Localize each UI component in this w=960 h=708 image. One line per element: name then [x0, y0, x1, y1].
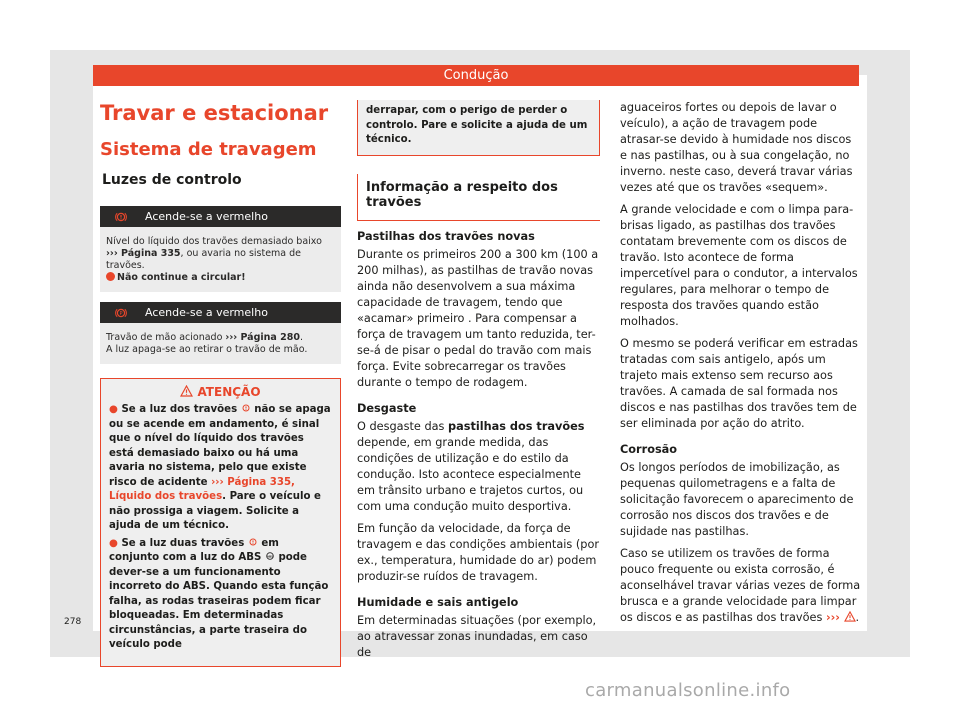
page-reference-link[interactable]: ››› Página 280	[225, 332, 300, 343]
svg-text:P: P	[119, 310, 123, 317]
paragraph: A grande velocidade e com o limpa para-brisas ligado, as pastilhas dos travões contatam brevemente com os discos de travão. Isto acontece de forma impercetível para o condutor, a intervalos regulares, para melhorar o tempo de resposta dos travões quando estão molhados.	[620, 203, 858, 328]
warning-text: ● Se a luz dos travões não se apaga ou se acende em andamento, é sinal que o nível do líquido dos travões está demasiado baixo ou há uma avaria no sistema, pelo que existe risco de acidente ››› Página 335, Líquido dos travões. Pare o veículo e não prossiga a viagem. Solicite a ajuda de um técnico. ● Se a luz duas travões em conjunto com a luz do ABS ABS pode dever-se a um funcionamento incorreto do ABS. Quando esta função falha, as rodas traseiras podem ficar bloqueadas. Em determinadas circunstâncias, a parte traseira do veículo pode	[109, 404, 331, 650]
body-text	[620, 100, 861, 626]
subsection-title: Sistema de travagem	[100, 139, 317, 160]
warning-header: ATENÇÃO	[109, 385, 332, 399]
body-text	[357, 229, 600, 661]
lamp-description: Nível do líquido dos travões demasiado baixo ››› Página 335, ou avaria no sistema de travões. Não continue a circular!	[100, 227, 341, 292]
paragraph-heading: Desgaste	[357, 401, 417, 415]
info-section-title: Informação a respeito dos travões	[357, 174, 600, 221]
paragraph: Em determinadas situações (por exemplo, ao atravessar zonas inundadas, em caso de	[357, 613, 597, 659]
paragraph: Durante os primeiros 200 a 300 km (100 a 200 milhas), as pastilhas de travão novas ainda não desenvolvem a sua máxima capacidade de travagem, tendo que «acamar» primeiro . Para compensar a força de travagem um tanto reduzida, ter-se-á de pisar o pedal do travão com mais força. Evite sobrecarregar os travões durante o tempo de rodagem.	[357, 247, 599, 389]
chapter-header: Condução	[93, 65, 859, 86]
stop-icon	[106, 272, 115, 281]
brake-warning-icon	[241, 403, 251, 413]
paragraph: Em função da velocidade, da força de travagem e das condições ambientais (por ex., temperatura, humidade do ar) podem produzir-se ruídos de travagem.	[357, 521, 600, 583]
lamp-bar-brake-fluid	[100, 206, 341, 227]
brake-warning-icon	[115, 211, 127, 223]
warning-triangle-icon	[844, 611, 856, 622]
lamp-label: Acende-se a vermelho	[145, 306, 268, 319]
section-title: Travar e estacionar	[100, 101, 329, 125]
column-left	[100, 100, 341, 667]
svg-text:ABS: ABS	[266, 554, 274, 559]
column-right	[620, 100, 861, 632]
paragraph-heading: Corrosão	[620, 443, 678, 456]
warning-triangle-icon	[180, 385, 193, 397]
page-reference-link[interactable]: ››› Página 335	[106, 248, 181, 259]
topic-title: Luzes de controlo	[102, 172, 242, 188]
column-middle	[357, 100, 600, 667]
warning-box	[100, 378, 341, 667]
paragraph: Os longos períodos de imobilização, as pequenas quilometragens e a falta de solicitação favorecem o aparecimento de corrosão nos discos dos travões e de sujidade nas pastilhas.	[620, 461, 854, 538]
paragraph: aguaceiros fortes ou depois de lavar o veículo), a ação de travagem pode atrasar-se devido à humidade nos discos e nas pastilhas, ou à sua congelação, no inverno. neste caso, deverá travar várias vezes até que os travões «sequem».	[620, 101, 853, 194]
watermark: carmanualsonline.info	[585, 680, 791, 701]
paragraph-heading: Pastilhas dos travões novas	[357, 229, 535, 243]
paragraph-heading: Humidade e sais antigelo	[357, 595, 519, 609]
abs-icon	[265, 551, 275, 561]
paragraph: O mesmo se poderá verificar em estradas tratadas com sais antigelo, após um trajeto mais extenso sem recurso aos travões. A camada de sal formada nos discos e nas pastilhas dos travões tem de ser eliminada por ação do atrito.	[620, 337, 858, 430]
page-reference-link[interactable]: ›››	[825, 611, 840, 624]
lamp-description: Travão de mão acionado ››› Página 280. A luz apaga-se ao retirar o travão de mão.	[100, 323, 341, 364]
paragraph: O desgaste das pastilhas dos travões depende, em grande medida, das condições de utilização e do estilo da condução. Isto acontece especialmente em trânsito urbano e trajetos curtos, ou com uma condução muito desportiva.	[357, 419, 585, 513]
warning-continuation: derrapar, com o perigo de perder o controlo. Pare e solicite a ajuda de um técnico.	[357, 100, 600, 156]
paragraph: Caso se utilizem os travões de forma pouco frequente ou exista corrosão, é aconselhável travar várias vezes de forma brusca e a grande velocidade para limpar os discos e as pastilhas dos travões ››› .	[620, 547, 861, 624]
lamp-label: Acende-se a vermelho	[145, 210, 268, 223]
brake-warning-icon	[248, 537, 258, 547]
parking-brake-icon	[115, 307, 127, 319]
page-number: 278	[64, 617, 82, 627]
page-reference-link[interactable]: ››› Página 335, Líquido dos travões	[109, 476, 295, 502]
lamp-bar-parking-brake	[100, 302, 341, 323]
